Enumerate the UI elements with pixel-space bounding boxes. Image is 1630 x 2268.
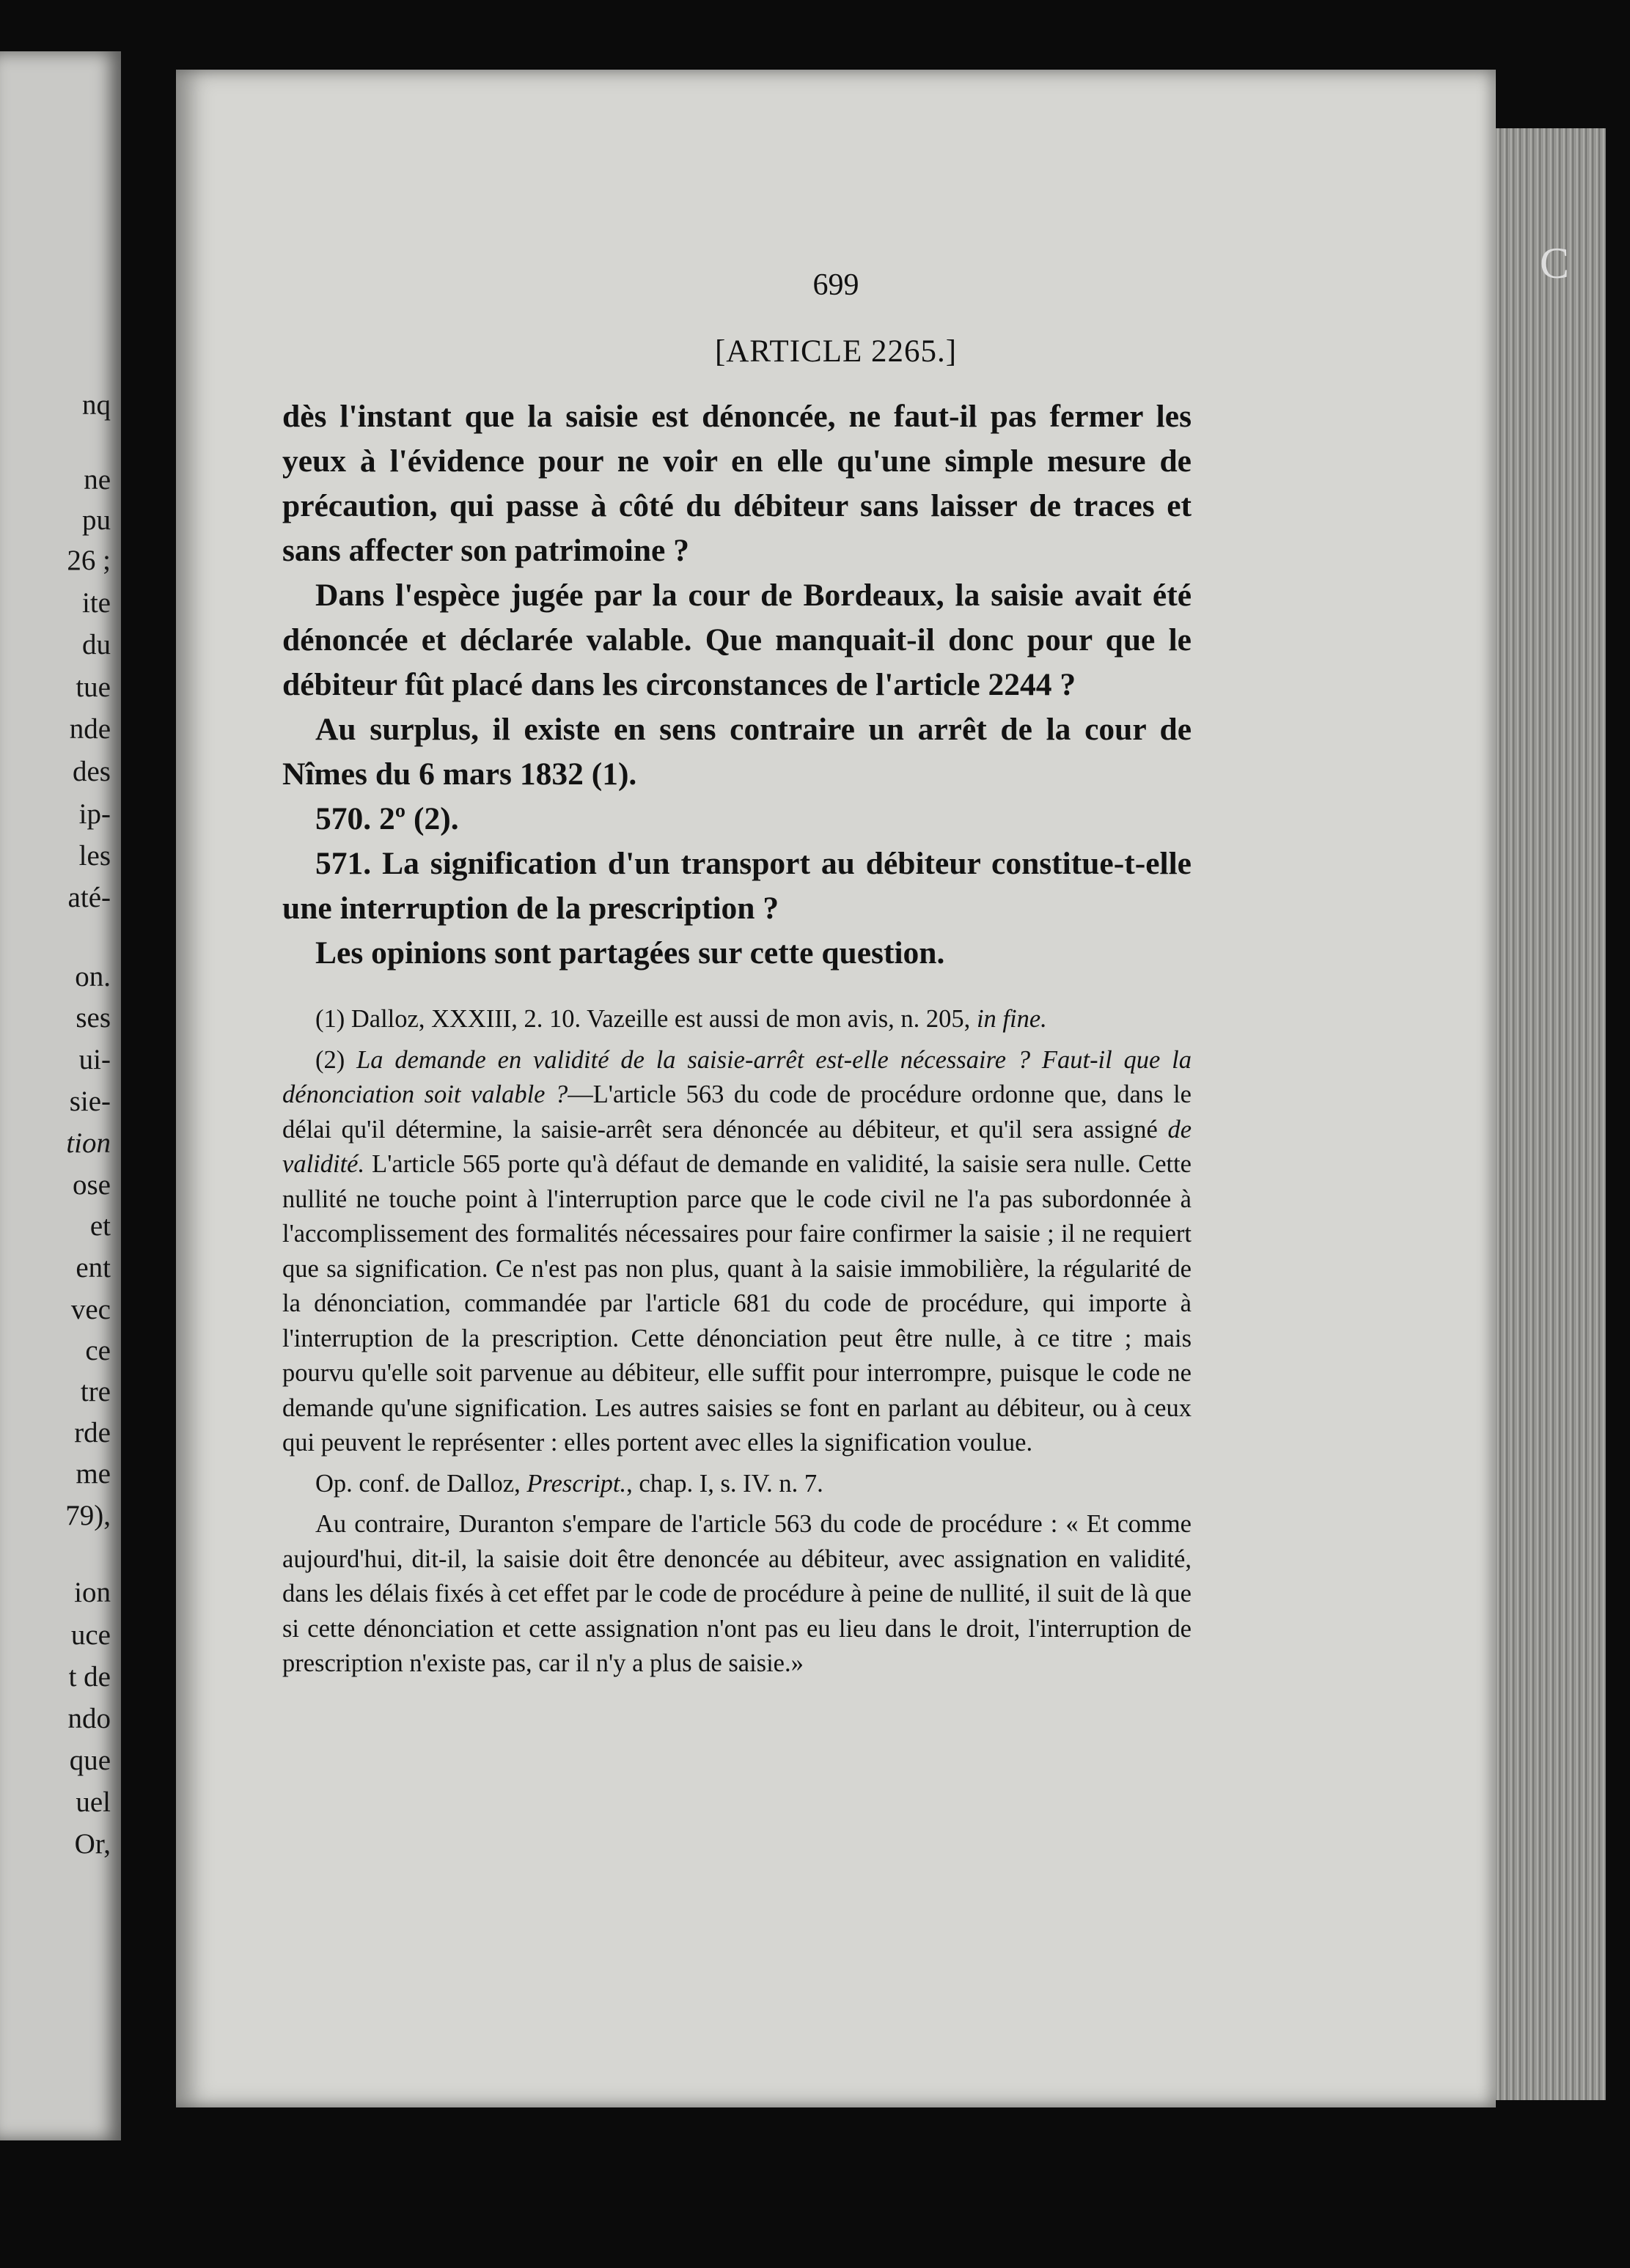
- left-fragment: ui-: [78, 1044, 111, 1075]
- footnote-question: La demande en validité de la saisie-arrêt est-elle nécessaire ? Faut-il que la dénonciation soit valable ?: [282, 1045, 1192, 1108]
- footnote-italic: de validité.: [282, 1115, 1192, 1178]
- left-fragment: ose: [73, 1169, 111, 1201]
- left-fragment: tion: [66, 1127, 111, 1159]
- left-fragment: uel: [76, 1786, 111, 1818]
- page-number: 699: [812, 268, 859, 302]
- left-fragment: du: [82, 629, 111, 660]
- left-fragment: ne: [84, 464, 111, 496]
- left-fragment: ndo: [67, 1703, 111, 1734]
- footnote-duranton: Au contraire, Duranton s'empare de l'article 563 du code de procédure : « Et comme aujourd'hui, dit-il, la saisie doit être denoncée au débiteur, avec assignation en validité, dans les délais fixés à cet effet par le code de procédure à peine de nullité, il suit de là que si cette dénonciation et cette assignation n'ont pas eu lieu dans le droit, l'interruption de prescription n'existe pas, car il n'y a plus de saisie.»: [282, 1510, 1192, 1677]
- left-fragment: on.: [75, 961, 111, 993]
- left-fragment: des: [73, 756, 111, 787]
- page-edge: [1496, 128, 1606, 2100]
- citation-italic: Prescript.: [526, 1469, 627, 1498]
- left-fragment: ite: [82, 587, 111, 619]
- left-fragment: Or,: [74, 1828, 111, 1860]
- footnote-text: —L'article 563 du code de procédure ordonne que, dans le délai qu'il détermine, la saisie-arrêt sera dénoncée au débiteur, et qu'il sera assigné: [282, 1080, 1192, 1144]
- footnotes: [282, 1002, 1192, 1682]
- left-fragment: ip-: [78, 798, 111, 830]
- left-fragment: até-: [67, 882, 111, 913]
- footnote-text: Dalloz, XXXIII, 2. 10. Vazeille est aussi de mon avis, n. 205,: [350, 1005, 971, 1033]
- left-fragment: et: [89, 1210, 111, 1242]
- left-fragment: tue: [76, 671, 111, 703]
- paragraph: dès l'instant que la saisie est dénoncée, ne faut-il pas fermer les yeux à l'évidence pour ne voir en elle qu'une simple mesure de précaution, qui passe à côté du débiteur sans laisser de traces et sans affecter son patrimoine ?: [282, 399, 1192, 568]
- running-head: [ARTICLE 2265.]: [714, 334, 958, 369]
- footnote-text: L'article 565 porte qu'à défaut de demande en validité, la saisie sera nulle. Cette nullité ne touche point à l'interruption parce que le code civil ne l'a pas subordonnée à l'accomplissement des formalités nécessaires pour faire confirmer la saisie ; il ne requiert que sa signification. Ce n'est pas non plus, quant à la saisie immobilière, la régularité de la dénonciation, commandée par l'article 681 du code de procédure, qui importe à l'interruption de la prescription. Cette dénonciation peut être nulle, à ce titre ; mais pourvu qu'elle soit parvenue au débiteur, elle suffit pour interrompre, puisque le code ne demande qu'une signification. Les autres saisies se font en parlant au débiteur, ou à ceux qui peuvent le représenter : elles portent avec elles la signification voulue.: [282, 1150, 1192, 1457]
- margin-pencil-mark: C: [1540, 239, 1570, 287]
- footnote-1: [282, 1002, 1192, 1037]
- left-fragment: pu: [82, 504, 111, 536]
- left-fragment: 26 ;: [67, 545, 111, 576]
- left-fragment: ce: [85, 1335, 111, 1366]
- left-fragment: ses: [76, 1002, 111, 1034]
- left-fragment: nq: [82, 389, 111, 421]
- left-fragment: uce: [70, 1619, 111, 1651]
- footnote-2: [282, 1043, 1192, 1461]
- footnote-italic: in fine.: [976, 1005, 1047, 1033]
- paragraph: Au surplus, il existe en sens contraire un arrêt de la cour de Nîmes du 6 mars 1832 (1).: [282, 712, 1192, 792]
- left-fragment: rde: [74, 1417, 111, 1448]
- citation-text: , chap. I, s. IV. n. 7.: [626, 1469, 823, 1498]
- paragraph-section-570: 570. 2º (2).: [315, 801, 459, 836]
- left-fragment: vec: [70, 1294, 111, 1325]
- left-fragment: que: [69, 1745, 111, 1776]
- paragraph: Dans l'espèce jugée par la cour de Bordeaux, la saisie avait été dénoncée et déclarée valable. Que manquait-il donc pour que le débiteur fût placé dans les circonstances de l'article 2244 ?: [282, 578, 1192, 702]
- left-fragment: 79),: [65, 1500, 111, 1531]
- left-fragment: les: [78, 840, 111, 872]
- left-fragment: tre: [80, 1376, 111, 1407]
- paragraph: Les opinions sont partagées sur cette question.: [315, 935, 945, 971]
- left-fragment: ent: [76, 1252, 111, 1284]
- citation-text: Op. conf. de Dalloz,: [315, 1469, 521, 1498]
- left-fragment: sie-: [69, 1086, 111, 1117]
- left-fragment: t de: [68, 1661, 111, 1693]
- footnote-marker: (1): [315, 1005, 345, 1033]
- text-block: [282, 394, 1192, 1687]
- footnote-marker: (2): [315, 1045, 345, 1074]
- paragraph-section-571: 571. La signification d'un transport au débiteur constitue-t-elle une interruption de la prescription ?: [282, 846, 1192, 926]
- left-fragment: me: [76, 1458, 111, 1490]
- left-fragment: ion: [74, 1577, 111, 1608]
- left-fragment: nde: [69, 713, 111, 745]
- left-page-fragment: [0, 51, 121, 2140]
- footnote-citation: [282, 1467, 1192, 1502]
- body-text: [282, 394, 1192, 976]
